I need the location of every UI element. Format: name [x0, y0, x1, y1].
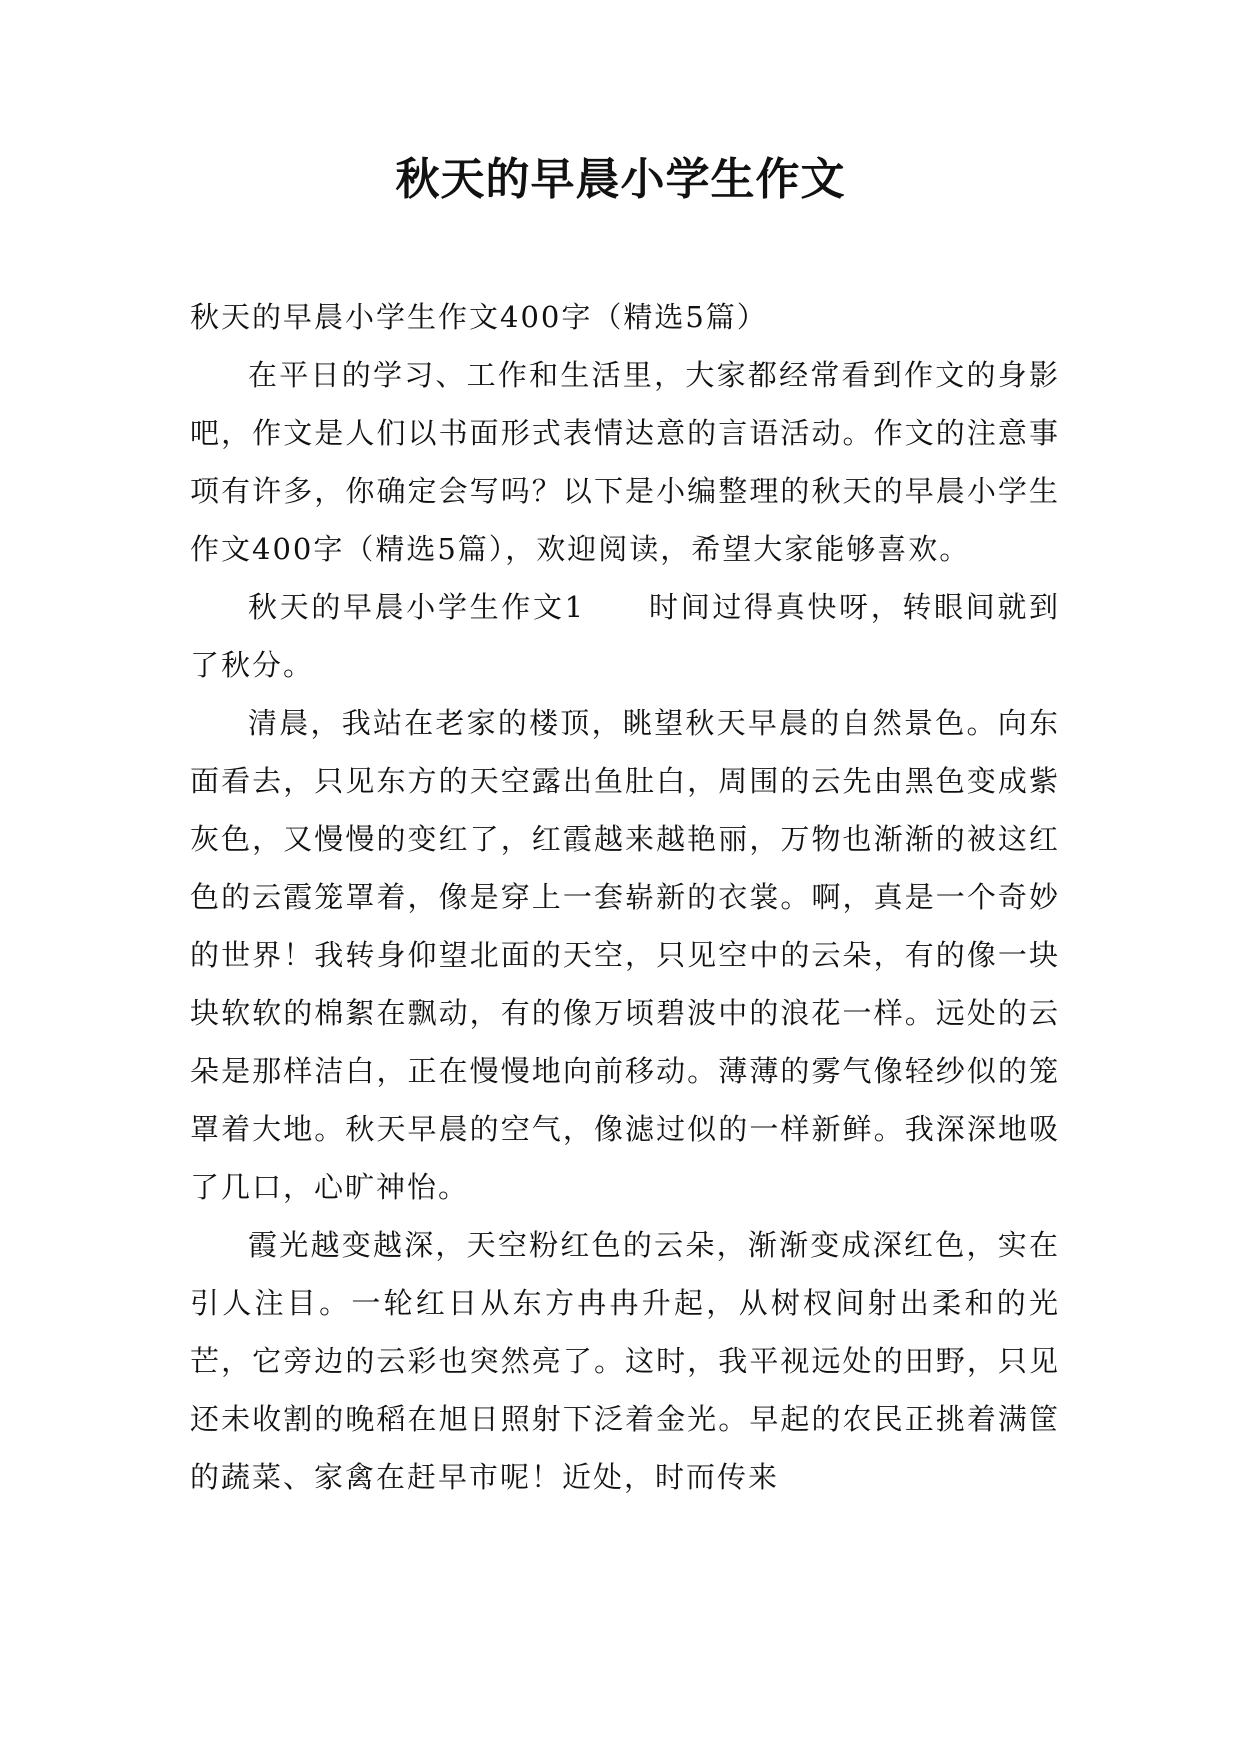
document-subtitle: 秋天的早晨小学生作文400字（精选5篇）	[190, 300, 768, 334]
paragraph-intro: 在平日的学习、工作和生活里，大家都经常看到作文的身影吧，作文是人们以书面形式表情达意的言语活动。作文的注意事项有许多，你确定会写吗？以下是小编整理的秋天的早晨小学生作文400字（精选5篇），欢迎阅读，希望大家能够喜欢。	[190, 358, 1060, 566]
document-title: 秋天的早晨小学生作文	[395, 154, 846, 205]
paragraph-morning-scene: 清晨，我站在老家的楼顶，眺望秋天早晨的自然景色。向东面看去，只见东方的天空露出鱼肚白，周围的云先由黑色变成紫灰色，又慢慢的变红了，红霞越来越艳丽，万物也渐渐的被这红色的云霞笼罩着，像是穿上一套崭新的衣裳。啊，真是一个奇妙的世界！我转身仰望北面的天空，只见空中的云朵，有的像一块块软软的棉絮在飘动，有的像万顷碧波中的浪花一样。远处的云朵是那样洁白，正在慢慢地向前移动。薄薄的雾气像轻纱似的笼罩着大地。秋天早晨的空气，像滤过似的一样新鲜。我深深地吸了几口，心旷神怡。	[190, 706, 1060, 1204]
paragraph-essay-1-heading: 秋天的早晨小学生作文1 时间过得真快呀，转眼间就到了秋分。	[190, 590, 1060, 682]
document-body	[190, 288, 1060, 1506]
paragraph-sunrise: 霞光越变越深，天空粉红色的云朵，渐渐变成深红色，实在引人注目。一轮红日从东方冉冉升起，从树杈间射出柔和的光芒，它旁边的云彩也突然亮了。这时，我平视远处的田野，只见还未收割的晚稻在旭日照射下泛着金光。早起的农民正挑着满筐的蔬菜、家禽在赶早市呢！近处，时而传来	[190, 1228, 1060, 1494]
